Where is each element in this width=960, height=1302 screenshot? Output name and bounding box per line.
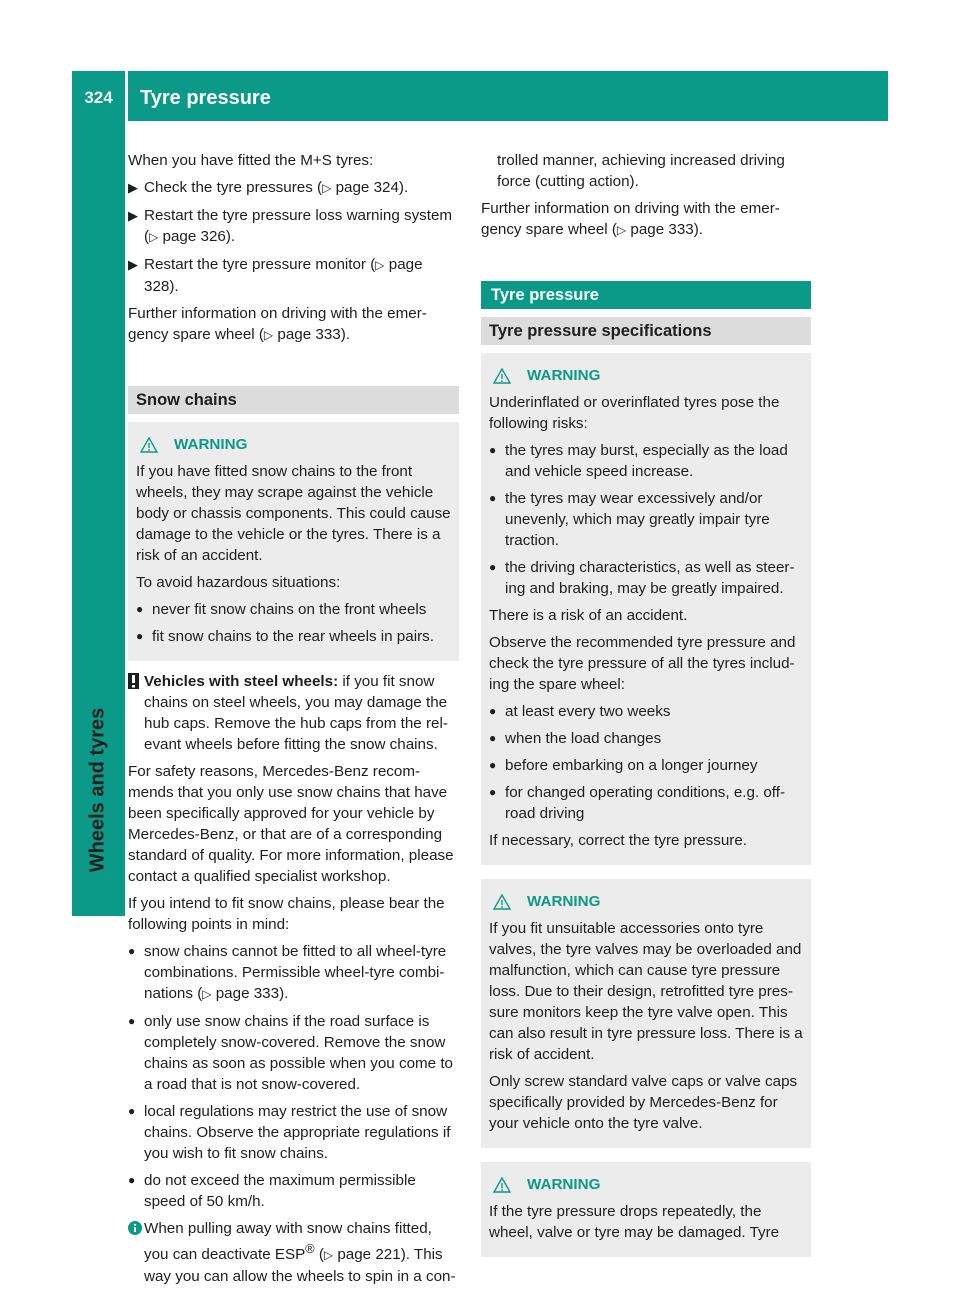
warning-box [481,353,811,865]
list-item-text: the tyres may burst, especially as the load and vehicle speed increase. [505,442,788,480]
warning-label: WARNING [527,893,601,910]
list-item-text: the tyres may wear excessively and/or unevenly, which may greatly impair tyre traction. [505,490,770,549]
list-item [128,1011,459,1095]
subsection-heading: Tyre pressure specifications [481,317,811,345]
section-heading-tyre-pressure: Tyre pressure [481,281,811,309]
left-column [128,150,459,1293]
list-item [489,701,803,722]
bullet-icon: ● [136,602,144,616]
list-item-text: fit snow chains to the rear wheels in pairs. [152,628,434,645]
page-ref-link[interactable]: page 324). [335,179,409,196]
warning-triangle-icon [493,368,511,384]
list-item [489,755,803,776]
page-ref-link[interactable]: page 333). [630,221,704,238]
list-item-text: never fit snow chains on the front wheels [152,601,427,618]
step-item [128,177,459,199]
page-ref-link[interactable]: page 221). This way you can allow the wheels to spin in a con- [144,1246,456,1286]
page-ref-link[interactable]: page 333). [277,326,351,343]
bullet-icon: ● [489,758,497,772]
warning-box [481,1162,811,1257]
list-item-text: only use snow chains if the road surface is completely snow-covered. Remove the snow chains as soon as possible when you come to a road that is not snow-covered. [144,1013,453,1093]
warning-header [136,434,451,455]
bullet-icon: ● [128,1104,136,1118]
warning-text: Observe the recommended tyre pressure and check the tyre pressure of all the tyres includ-ing the spare wheel: [489,634,796,693]
warning-header [489,365,803,386]
list-item [128,1101,459,1164]
warning-label: WARNING [527,367,601,384]
list-item [489,440,803,482]
list-item [128,1170,459,1212]
further-info [481,198,811,241]
registered-mark: ® [305,1242,315,1256]
page-ref-icon: ▷ [263,328,274,342]
list-item-text: the driving characteristics, as well as steer-ing and braking, may be greatly impaired. [505,559,795,597]
info-text: When pulling away with snow chains fitted, you can deactivate ESP [144,1220,432,1264]
warning-box [128,422,459,661]
notice-title: Vehicles with steel wheels: [144,673,339,690]
step-text: Restart the tyre pressure monitor ( [144,256,376,273]
list-item-text: for changed operating conditions, e.g. off-road driving [505,784,786,822]
page-ref-link[interactable]: page 333). [215,985,289,1002]
section-heading-snow-chains: Snow chains [128,386,459,414]
safety-text: For safety reasons, Mercedes-Benz recom-mends that you only use snow chains that have been specifically approved for your vehicle by Mercedes-Benz, or that are of a corresponding standard of quality. For more information, please contact a qualified specialist workshop. [128,763,454,885]
bullet-icon: ● [136,629,144,643]
warning-text: If the tyre pressure drops repeatedly, the wheel, valve or tyre may be damaged. Tyre [489,1203,780,1241]
bullet-icon: ● [128,1014,136,1028]
list-item [128,941,459,1005]
page-ref-link[interactable]: page 328). [144,256,423,295]
further-info [128,303,459,346]
page-ref-icon: ▷ [375,258,385,272]
list-item-text: when the load changes [505,730,662,747]
list-item [489,557,803,599]
info-icon [128,1220,142,1241]
step-text: Restart the tyre pressure loss warning system ( [144,207,453,245]
list-item [489,488,803,551]
warning-label: WARNING [174,436,248,453]
intro-text: When you have fitted the M+S tyres: [128,152,374,169]
list-item-text: at least every two weeks [505,703,671,720]
page-ref-icon: ▷ [149,230,159,244]
step-text: Check the tyre pressures ( [144,179,323,196]
warning-triangle-icon [140,437,158,453]
list-item-text: before embarking on a longer journey [505,757,758,774]
further-info-text: Further information on driving with the emer-gency spare wheel ( [481,200,780,238]
list-item [136,599,451,620]
list-item-text: snow chains cannot be fitted to all wheel-tyre combinations. Permissible wheel-tyre combi-nations ( [144,943,447,1002]
page-ref-link[interactable]: page 326). [162,228,236,245]
step-arrow-icon: ▶ [128,180,138,195]
step-item [128,205,459,248]
warning-header [489,1174,803,1195]
page-ref-icon: ▷ [616,223,627,237]
list-item [136,626,451,647]
warning-text: There is a risk of an accident. [489,607,688,624]
warning-header [489,891,803,912]
bullet-icon: ● [128,1173,136,1187]
warning-text: If you fit unsuitable accessories onto tyre valves, the tyre valves may be overloaded and malfunction, which can cause tyre pressure loss. Due to their design, retrofitted tyre pres-sure monitors keep the tyre valve open. This can also result in tyre pressure loss. There is a risk of accident. [489,920,803,1063]
bullet-icon: ● [489,443,497,457]
further-info-text: Further information on driving with the emer-gency spare wheel ( [128,305,427,343]
intend-text: If you intend to fit snow chains, please bear the following points in mind: [128,895,445,933]
warning-box [481,879,811,1148]
info-text: ( [314,1246,324,1264]
notice-text: if you fit snow chains on steel wheels, you may damage the hub caps. Remove the hub caps from the rel-evant wheels before fitting the snow chains. [144,673,448,753]
list-item-text: do not exceed the maximum permissible speed of 50 km/h. [144,1172,416,1210]
warning-text: Underinflated or overinflated tyres pose the following risks: [489,394,780,432]
page-title: Tyre pressure [140,87,271,109]
page-header [72,71,888,121]
notice-item [128,671,459,755]
warning-triangle-icon [493,1177,511,1193]
bullet-icon: ● [128,944,136,958]
bullet-icon: ● [489,560,497,574]
warning-triangle-icon [493,894,511,910]
bullet-icon: ● [489,491,497,505]
sidebar-label: Wheels and tyres [86,707,109,873]
list-item [489,782,803,824]
bullet-icon: ● [489,704,497,718]
bullet-icon: ● [489,785,497,799]
exclamation-icon [128,673,139,695]
bullet-icon: ● [489,731,497,745]
continued-text: trolled manner, achieving increased driving force (cutting action). [497,152,785,190]
list-item [489,728,803,749]
right-column [481,150,811,1257]
warning-text: Only screw standard valve caps or valve caps specifically provided by Mercedes-Benz for your vehicle onto the tyre valve. [489,1073,798,1132]
page-number: 324 [84,88,113,107]
step-item [128,254,459,297]
list-item-text: local regulations may restrict the use of snow chains. Observe the appropriate regulations if you wish to fit snow chains. [144,1103,451,1162]
info-item [128,1218,459,1287]
step-arrow-icon: ▶ [128,257,138,272]
warning-text: If necessary, correct the tyre pressure. [489,832,748,849]
page-ref-icon: ▷ [202,987,212,1001]
step-arrow-icon: ▶ [128,208,138,223]
warning-text: If you have fitted snow chains to the front wheels, they may scrape against the vehicle body or chassis components. This could cause damage to the vehicle or the tyres. There is a risk of an accident. [136,463,451,564]
warning-label: WARNING [527,1176,601,1193]
warning-text: To avoid hazardous situations: [136,574,341,591]
page-ref-icon: ▷ [322,181,332,195]
page-ref-icon: ▷ [323,1248,334,1263]
